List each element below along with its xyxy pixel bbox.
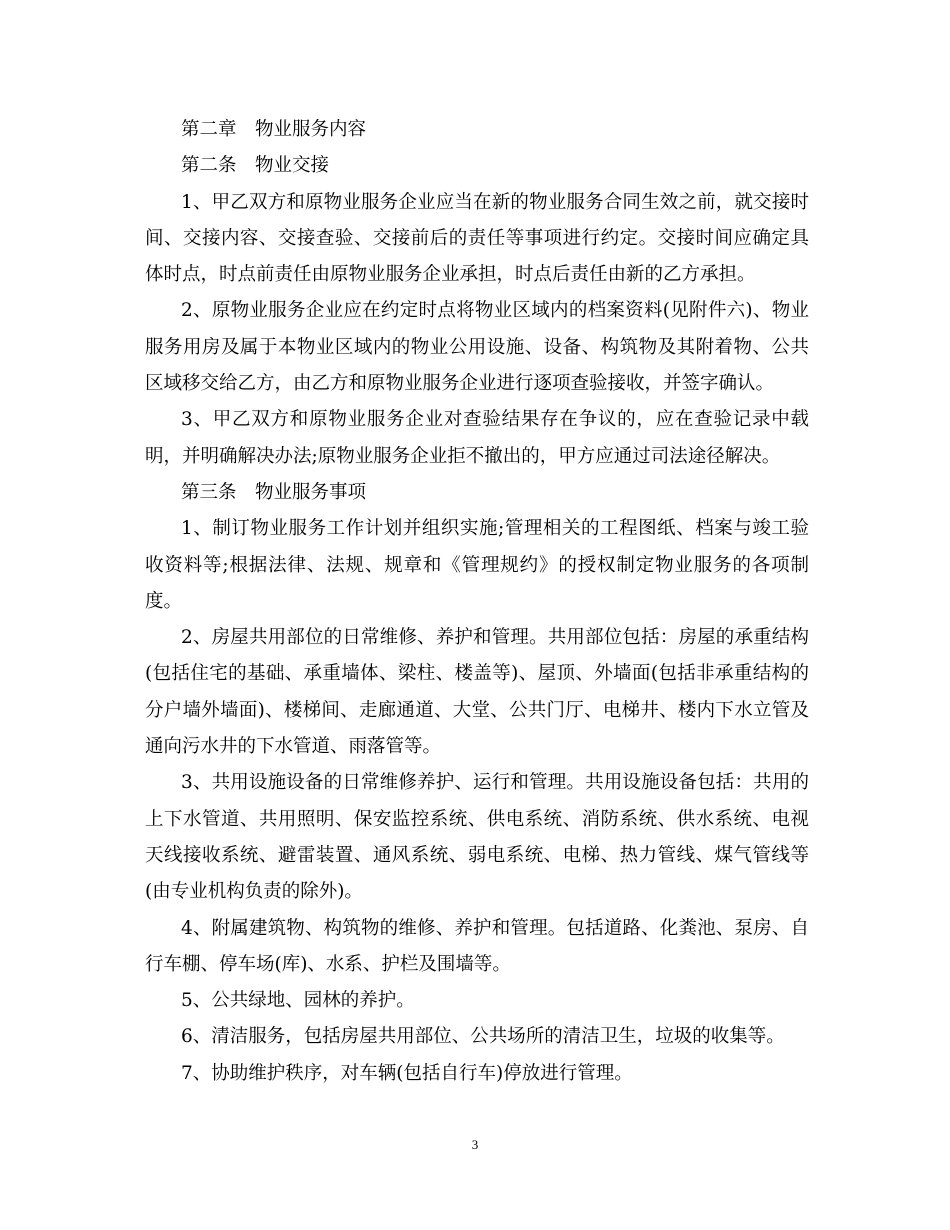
chapter-heading: 第二章 物业服务内容 [181,119,367,140]
article-2-item-2: 2、原物业服务企业应在约定时点将物业区域内的档案资料(见附件六)、物业服务用房及属于本物业区域内的物业公用设施、设备、构筑物及其附着物、公共区域移交给乙方，由乙方和原物业服务企业进行逐项查验接收，并签字确认。 [145,300,809,395]
article-3-heading: 第三条 物业服务事项 [181,481,367,503]
article-3-item-3: 3、共用设施设备的日常维修养护、运行和管理。共用设施设备包括：共用的上下水管道、共用照明、保安监控系统、供电系统、消防系统、供水系统、电视天线接收系统、避雷装置、通风系统、弱电系统、电梯、热力管线、煤气管线等(由专业机构负责的除外)。 [145,772,809,903]
document-body [145,112,809,1092]
article-3-item-7: 7、协助维护秩序，对车辆(包括自行车)停放进行管理。 [181,1062,633,1084]
article-3-item-6: 6、清洁服务，包括房屋共用部位、公共场所的清洁卫生，垃圾的收集等。 [181,1026,785,1048]
article-3-item-1: 1、制订物业服务工作计划并组织实施;管理相关的工程图纸、档案与竣工验收资料等;根据法律、法规、规章和《管理规约》的授权制定物业服务的各项制度。 [145,518,809,612]
article-2-item-1: 1、甲乙双方和原物业服务企业应当在新的物业服务合同生效之前，就交接时间、交接内容、交接查验、交接前后的责任等事项进行约定。交接时间应确定具体时点，时点前责任由原物业服务企业承担，时点后责任由新的乙方承担。 [145,191,809,286]
article-2-item-3: 3、甲乙双方和原物业服务企业对查验结果存在争议的，应在查验记录中载明，并明确解决办法;原物业服务企业拒不撤出的，甲方应通过司法途径解决。 [145,409,809,467]
article-2-heading: 第二条 物业交接 [181,155,330,177]
article-3-item-2: 2、房屋共用部位的日常维修、养护和管理。共用部位包括：房屋的承重结构(包括住宅的基础、承重墙体、梁柱、楼盖等)、屋顶、外墙面(包括非承重结构的分户墙外墙面)、楼梯间、走廊通道、大堂、公共门厅、电梯井、楼内下水立管及通向污水井的下水管道、雨落管等。 [145,627,809,758]
page-number: 3 [471,1137,479,1152]
article-3-item-4: 4、附属建筑物、构筑物的维修、养护和管理。包括道路、化粪池、泵房、自行车棚、停车场(库)、水系、护栏及围墙等。 [145,917,809,975]
article-3-item-5: 5、公共绿地、园林的养护。 [181,990,415,1012]
